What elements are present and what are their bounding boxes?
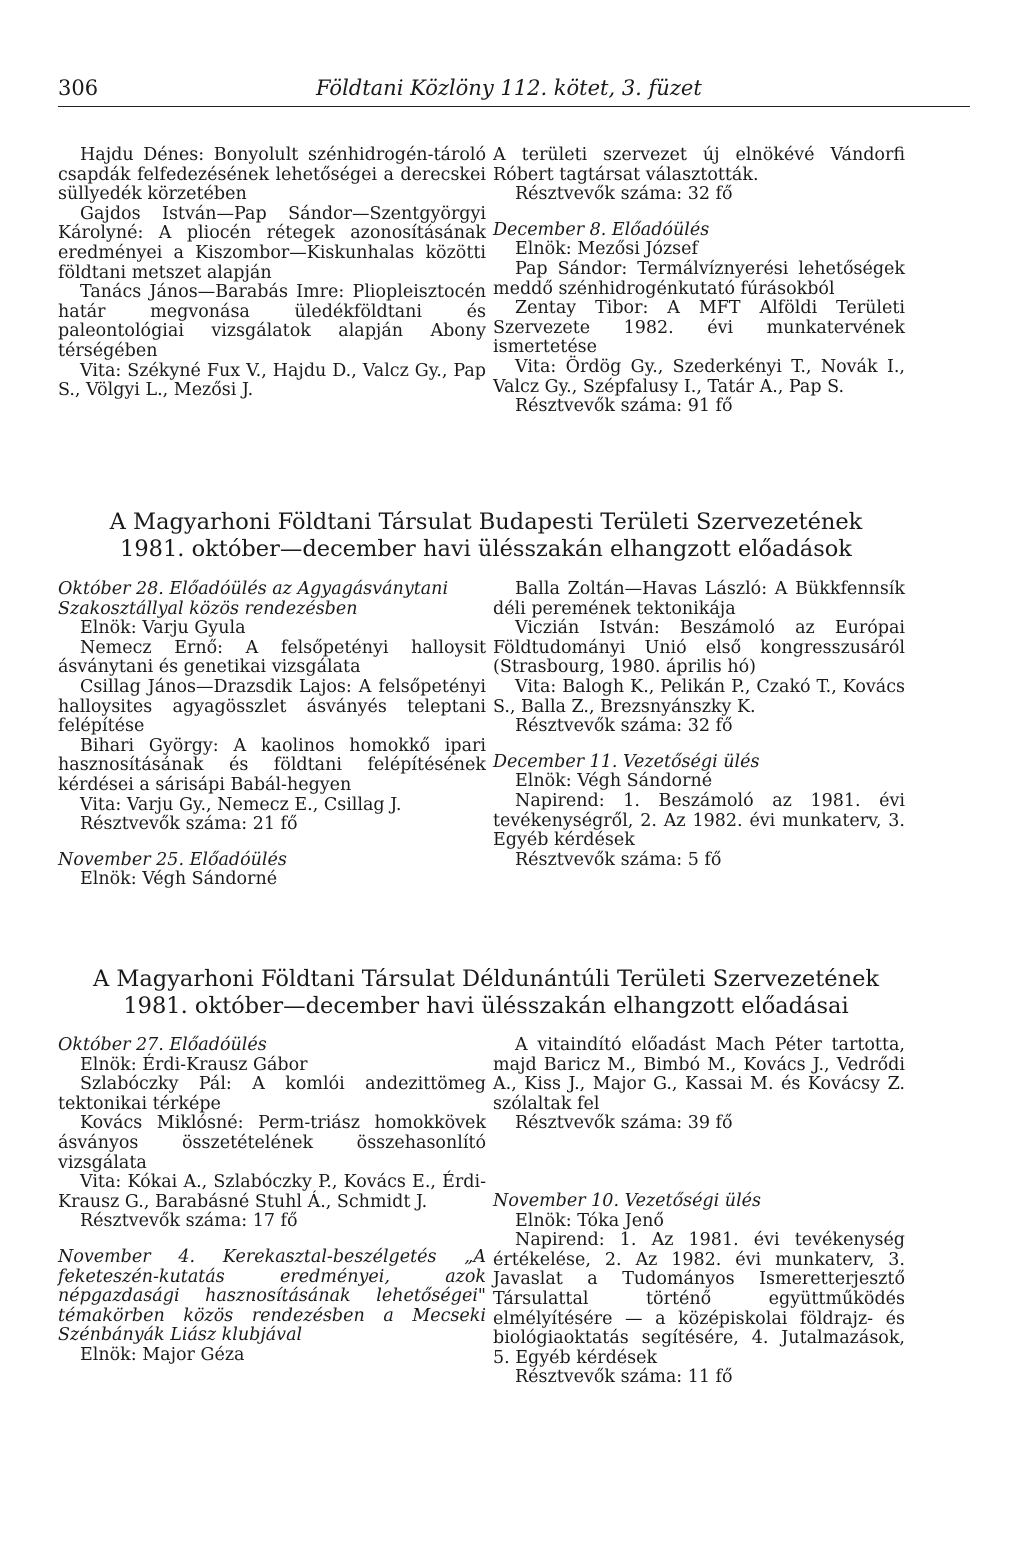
lecture-entry: Pap Sándor: Termálvíznyerési lehetőségek meddő szénhidrogénkutató fúrásokból (493, 258, 905, 299)
chair: Elnök: Végh Sándorné (515, 771, 713, 792)
lecture-entry: Zentay Tibor: A MFT Alföldi Területi Szervezete 1982. évi munkatervének ismertetése (493, 298, 905, 358)
agenda: Napirend: 1. Beszámoló az 1981. évi tevékenységről, 2. Az 1982. évi munkaterv, 3. Egyéb kérdések (493, 790, 905, 851)
section2-left-column (58, 1036, 486, 1366)
discussion-list: Vita: Balogh K., Pelikán P., Czakó T., Kovács S., Balla Z., Brezsnyánszky K. (493, 676, 905, 717)
lecture-entry: Csillag János—Drazsdik Lajos: A felsőpetényi halloysites agyagösszlet ásványés teleptani felépítése (58, 676, 486, 737)
discussion-list: Vita: Ördög Gy., Szederkényi T., Novák I., Valcz Gy., Szépfalusy I., Tatár A., Pap S. (493, 356, 905, 397)
lecture-entry: Bihari György: A kaolinos homokkő ipari hasznosításának és földtani felépítésének kérdései a sárisápi Babál-hegyen (58, 735, 486, 795)
section-title-line: A Magyarhoni Földtani Társulat Budapesti Területi Szervezetének (109, 509, 863, 535)
section-title-line: 1981. október—december havi ülésszakán elhangzott előadások (120, 536, 852, 562)
top-left-column (58, 146, 486, 401)
chair: Elnök: Végh Sándorné (80, 869, 278, 890)
meeting-date: December 11. Vezetőségi ülés (493, 751, 760, 772)
discussion-list: Vita: Kókai A., Szlabóczky P., Kovács E., Érdi-Krausz G., Barabásné Stuhl Á., Schmidt J. (58, 1172, 486, 1212)
lecture-entry: Balla Zoltán—Havas László: A Bükkfennsík déli peremének tektonikája (493, 579, 905, 619)
lecture-entry: Nemecz Ernő: A felsőpetényi halloysit ásványtani és genetikai vizsgálata (58, 637, 486, 678)
announcement: A területi szervezet új elnökévé Vándorfi Róbert tagtársat választották. (493, 145, 905, 185)
agenda: Napirend: 1. Az 1981. évi tevékenység értékelése, 2. Az 1982. évi munkaterv, 3. Javaslat a Tudományos Ismeretterjesztő Társulattal történő együttműködés elmélyítésére — a középiskolai földrajz- és biológiaoktatás segítésére, 4. Jutalmazások, 5. Egyéb kérdések (493, 1230, 905, 1368)
page-header (58, 76, 970, 107)
running-title: Földtani Közlöny 112. kötet, 3. füzet (316, 76, 702, 100)
lecture-entry: Gajdos István—Pap Sándor—Szentgyörgyi Károlyné: A pliocén rétegek azonosításának eredményei a Kiszombor—Kiskunhalas közötti földtani metszet alapján (58, 203, 486, 283)
meeting-date: November 25. Előadóülés (58, 849, 287, 870)
meeting-date: December 8. Előadóülés (493, 219, 710, 240)
discussion-list: Vita: Varju Gy., Nemecz E., Csillag J. (80, 794, 402, 815)
chair: Elnök: Érdi-Krausz Gábor (80, 1054, 308, 1075)
meeting-date: November 10. Vezetőségi ülés (493, 1190, 762, 1211)
lecture-entry: Tanács János—Barabás Imre: Pliopleisztocén határ megvonása üledékföldtani és paleontológiai vizsgálatok alapján Abony térségében (58, 282, 486, 361)
lecture-entry: Viczián István: Beszámoló az Európai Földtudományi Unió első kongresszusáról (Strasbourg, 1980. április hó) (493, 618, 905, 678)
chair: Elnök: Major Géza (80, 1344, 245, 1365)
section1-left-column (58, 580, 486, 890)
chair: Elnök: Varju Gyula (80, 618, 246, 639)
participant-count: Résztvevők száma: 5 fő (515, 849, 722, 870)
lecture-entry: Szlabóczky Pál: A komlói andezittömeg tektonikai térképe (58, 1074, 486, 1114)
participant-count: Résztvevők száma: 91 fő (515, 396, 733, 417)
participant-count: Résztvevők száma: 32 fő (515, 184, 733, 205)
lecture-entry: Kovács Miklósné: Perm-triász homokkövek ásványos összetételének összehasonlító vizsgálata (58, 1113, 486, 1173)
discussion-summary: A vitaindító előadást Mach Péter tartotta, majd Baricz M., Bimbó M., Kovács J., Vedrődi A., Kiss J., Major G., Kassai M. és Kovácsy Z. szólaltak fel (493, 1035, 905, 1114)
top-right-column (493, 146, 905, 417)
participant-count: Résztvevők száma: 11 fő (515, 1367, 733, 1388)
section-title-line: A Magyarhoni Földtani Társulat Déldunántúli Területi Szervezetének (92, 966, 880, 992)
section-title-line: 1981. október—december havi ülésszakán elhangzott előadásai (123, 993, 849, 1019)
participant-count: Résztvevők száma: 32 fő (515, 716, 733, 737)
section-title-budapest (58, 509, 914, 563)
participant-count: Résztvevők száma: 21 fő (80, 814, 298, 835)
lecture-entry: Hajdu Dénes: Bonyolult szénhidrogén-tároló csapdák felfedezésének lehetőségei a derecskei süllyedék körzetében (58, 145, 486, 205)
meeting-date: Október 27. Előadóülés (58, 1035, 267, 1055)
section-title-deldunantuli (58, 966, 914, 1020)
meeting-date: November 4. Kerekasztal-beszélgetés „A feketeszén-kutatás eredményei, azok népgazdasági hasznosításának lehetőségei" témakörben közös rendezésben a Mecseki Szénbányák Liász klubjával (58, 1246, 486, 1346)
participant-count: Résztvevők száma: 17 fő (80, 1211, 298, 1232)
chair: Elnök: Mezősi József (515, 239, 698, 260)
meeting-date: Október 28. Előadóülés az Agyagásványtani Szakosztállyal közös rendezésben (58, 579, 449, 619)
section2-right-column (493, 1036, 905, 1388)
section1-right-column (493, 580, 905, 870)
discussion-list: Vita: Székyné Fux V., Hajdu D., Valcz Gy., Pap S., Völgyi L., Mezősi J. (58, 360, 486, 401)
chair: Elnök: Tóka Jenő (515, 1210, 664, 1231)
participant-count: Résztvevők száma: 39 fő (515, 1113, 733, 1134)
page-number: 306 (58, 76, 99, 100)
